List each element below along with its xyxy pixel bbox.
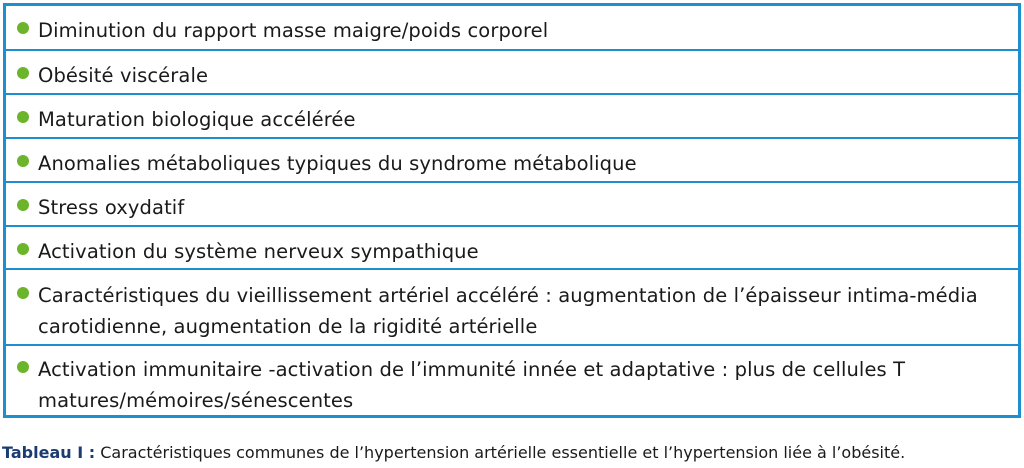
row-text: Diminution du rapport masse maigre/poids corporel — [38, 19, 549, 42]
caption-label: Tableau I : — [2, 443, 96, 462]
bullet-icon — [17, 287, 29, 299]
table-row — [6, 49, 1018, 93]
row-text: Anomalies métaboliques typiques du syndrome métabolique — [38, 152, 637, 175]
row-text: Maturation biologique accélérée — [38, 108, 356, 131]
bullet-icon — [17, 22, 29, 34]
row-text: Obésité viscérale — [38, 64, 209, 87]
caption-text: Caractéristiques communes de l’hypertension artérielle essentielle et l’hypertension liée à l’obésité. — [100, 443, 906, 462]
row-text: Caractéristiques du vieillissement artériel accéléré : augmentation de l’épaisseur intima-média carotidienne, augmentation de la rigidité artérielle — [38, 284, 978, 338]
row-text: Stress oxydatif — [38, 196, 185, 219]
table-row — [6, 137, 1018, 181]
bullet-icon — [17, 67, 29, 79]
row-text: Activation immunitaire -activation de l’immunité innée et adaptative : plus de cellules T matures/mémoires/sénescentes — [38, 358, 906, 412]
bullet-icon — [17, 243, 29, 255]
bullet-icon — [17, 199, 29, 211]
table-row — [6, 344, 1018, 415]
characteristics-table — [3, 3, 1021, 418]
table-row — [6, 181, 1018, 225]
bullet-icon — [17, 155, 29, 167]
table-row — [6, 268, 1018, 344]
row-text: Activation du système nerveux sympathique — [38, 240, 479, 263]
bullet-icon — [17, 361, 29, 373]
bullet-icon — [17, 111, 29, 123]
table-caption — [2, 442, 905, 464]
table-row — [6, 93, 1018, 137]
table-row — [6, 6, 1018, 49]
table-row — [6, 225, 1018, 268]
